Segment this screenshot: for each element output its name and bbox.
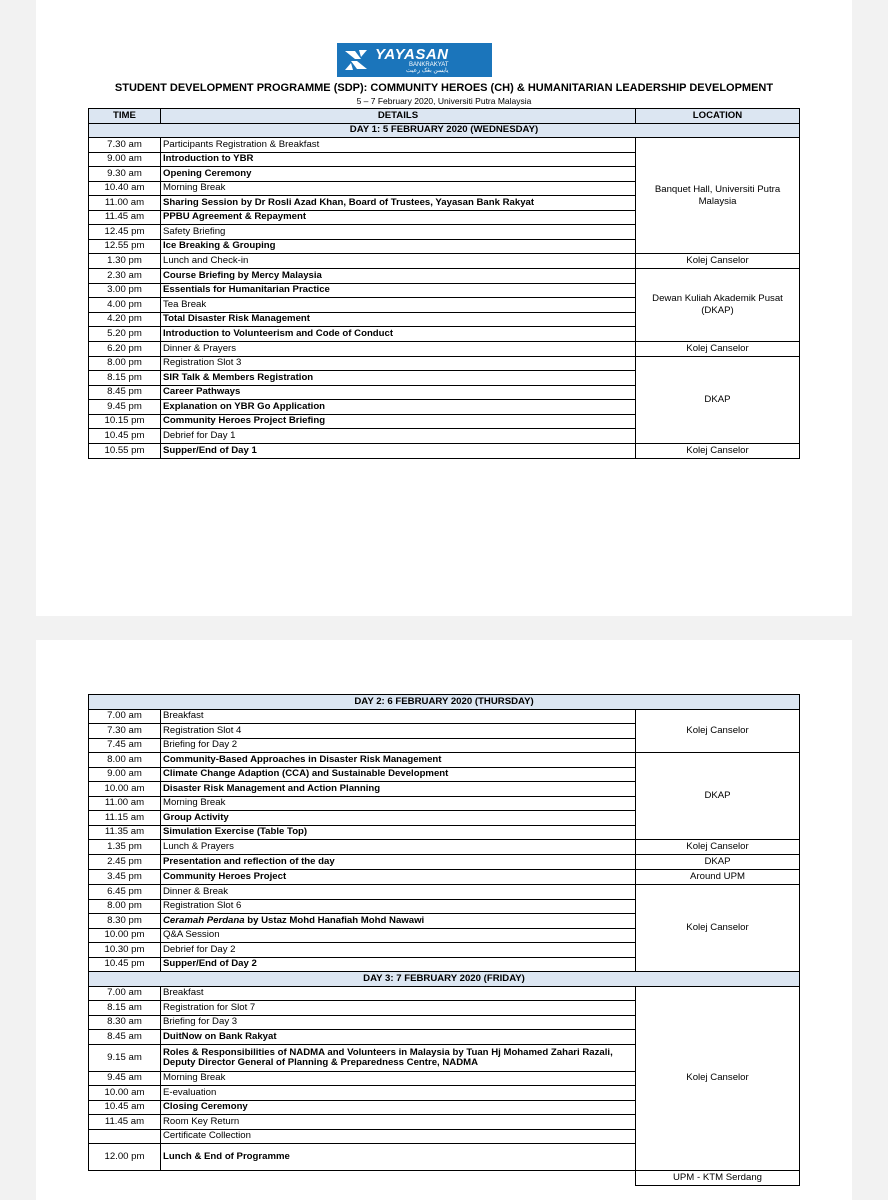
- row-time: 4.00 pm: [89, 298, 161, 313]
- row-details: Supper/End of Day 2: [161, 957, 636, 972]
- row-details: Disaster Risk Management and Action Planning: [161, 782, 636, 797]
- row-time: 9.45 pm: [89, 400, 161, 415]
- table-row: [89, 341, 800, 356]
- row-details: Lunch & Prayers: [161, 840, 636, 855]
- row-location: Kolej Canselor: [636, 986, 800, 1171]
- row-time: 7.45 am: [89, 738, 161, 753]
- row-time: 12.55 pm: [89, 239, 161, 254]
- row-details-italic: Ceramah Perdana: [163, 914, 245, 926]
- row-details: Participants Registration & Breakfast: [161, 138, 636, 153]
- row-time: 8.30 pm: [89, 914, 161, 929]
- row-details: Presentation and reflection of the day: [161, 855, 636, 870]
- row-details: Briefing for Day 2: [161, 738, 636, 753]
- row-details: Morning Break: [161, 1071, 636, 1086]
- row-time: 5.20 pm: [89, 327, 161, 342]
- row-details: Safety Briefing: [161, 225, 636, 240]
- row-time: 10.15 pm: [89, 414, 161, 429]
- row-time: 7.30 am: [89, 724, 161, 739]
- document-subtitle: 5 – 7 February 2020, Universiti Putra Malaysia: [356, 96, 532, 106]
- row-location: DKAP: [636, 753, 800, 840]
- row-details: Total Disaster Risk Management: [161, 312, 636, 327]
- logo-sub-text: BANKRAKYAT: [409, 61, 449, 68]
- row-time: 11.00 am: [89, 796, 161, 811]
- table-row: [89, 254, 800, 269]
- row-time: 9.15 am: [89, 1044, 161, 1071]
- logo-emblem-icon: [341, 45, 371, 75]
- row-time: 9.00 am: [89, 767, 161, 782]
- row-time: 9.00 am: [89, 152, 161, 167]
- row-details: Breakfast: [161, 986, 636, 1001]
- row-details: Debrief for Day 1: [161, 429, 636, 444]
- row-time: 1.35 pm: [89, 840, 161, 855]
- row-time: 8.45 pm: [89, 385, 161, 400]
- row-time: 11.45 am: [89, 1115, 161, 1130]
- row-location: Dewan Kuliah Akademik Pusat (DKAP): [636, 269, 800, 342]
- row-time: 3.45 pm: [89, 870, 161, 885]
- row-details: Lunch & End of Programme: [161, 1144, 636, 1171]
- row-details: [161, 914, 636, 929]
- document-page-2: [36, 640, 852, 1200]
- day2-day3-schedule-table: [88, 694, 800, 1186]
- row-time: 10.00 pm: [89, 928, 161, 943]
- row-details: Explanation on YBR Go Application: [161, 400, 636, 415]
- row-details: Introduction to YBR: [161, 152, 636, 167]
- yayasan-bank-rakyat-logo: [337, 43, 492, 77]
- row-time: 2.30 am: [89, 269, 161, 284]
- table-row: [89, 1171, 800, 1186]
- row-time: 12.00 pm: [89, 1144, 161, 1171]
- table-row: [89, 709, 800, 724]
- row-location: Around UPM: [636, 870, 800, 885]
- table-row: [89, 356, 800, 371]
- row-time: 9.30 am: [89, 167, 161, 182]
- row-time: 1.30 pm: [89, 254, 161, 269]
- row-location: DKAP: [636, 855, 800, 870]
- details-column-header: DETAILS: [161, 109, 636, 124]
- row-details: Community Heroes Project Briefing: [161, 414, 636, 429]
- row-time: 7.00 am: [89, 709, 161, 724]
- row-time: 4.20 pm: [89, 312, 161, 327]
- table-row: [89, 885, 800, 900]
- row-details: Breakfast: [161, 709, 636, 724]
- row-time: 6.20 pm: [89, 341, 161, 356]
- row-details: Course Briefing by Mercy Malaysia: [161, 269, 636, 284]
- row-time: 8.00 pm: [89, 899, 161, 914]
- table-row: [89, 840, 800, 855]
- row-time: 7.30 am: [89, 138, 161, 153]
- time-column-header: TIME: [89, 109, 161, 124]
- row-time: 8.15 am: [89, 1001, 161, 1016]
- row-time: 11.45 am: [89, 210, 161, 225]
- row-location: UPM - KTM Serdang: [636, 1171, 800, 1186]
- row-details: Room Key Return: [161, 1115, 636, 1130]
- row-time: 8.00 am: [89, 753, 161, 768]
- row-time: 10.40 am: [89, 181, 161, 196]
- row-details: Registration Slot 4: [161, 724, 636, 739]
- row-time: 8.15 pm: [89, 371, 161, 386]
- row-details: Q&A Session: [161, 928, 636, 943]
- row-details: Closing Ceremony: [161, 1100, 636, 1115]
- row-time: 8.45 am: [89, 1030, 161, 1045]
- row-details: Group Activity: [161, 811, 636, 826]
- row-location: Kolej Canselor: [636, 840, 800, 855]
- row-details: Career Pathways: [161, 385, 636, 400]
- row-details: Introduction to Volunteerism and Code of Conduct: [161, 327, 636, 342]
- row-location: Kolej Canselor: [636, 254, 800, 269]
- row-time: 7.00 am: [89, 986, 161, 1001]
- row-details: SIR Talk & Members Registration: [161, 371, 636, 386]
- row-details: Morning Break: [161, 796, 636, 811]
- row-details: PPBU Agreement & Repayment: [161, 210, 636, 225]
- row-details: DuitNow on Bank Rakyat: [161, 1030, 636, 1045]
- row-time: 10.00 am: [89, 1086, 161, 1101]
- row-time: 8.00 pm: [89, 356, 161, 371]
- day1-heading: DAY 1: 5 FEBRUARY 2020 (WEDNESDAY): [89, 123, 800, 138]
- table-row: [89, 986, 800, 1001]
- row-location: Kolej Canselor: [636, 341, 800, 356]
- row-details: Registration Slot 3: [161, 356, 636, 371]
- day1-schedule-table: [88, 108, 800, 459]
- row-details: Supper/End of Day 1: [161, 443, 636, 458]
- row-location: Kolej Canselor: [636, 885, 800, 972]
- row-details: Tea Break: [161, 298, 636, 313]
- day-heading-row: [89, 972, 800, 987]
- document-title: STUDENT DEVELOPMENT PROGRAMME (SDP): COMMUNITY HEROES (CH) & HUMANITARIAN LEADERSHIP DEVELOPMENT: [114, 82, 774, 94]
- location-column-header: LOCATION: [636, 109, 800, 124]
- row-details: Roles & Responsibilities of NADMA and Volunteers in Malaysia by Tuan Hj Mohamed Zahari Razali, Deputy Director General of Planning & Preparedness Centre, NADMA: [161, 1044, 636, 1071]
- table-row: [89, 870, 800, 885]
- row-details: Morning Break: [161, 181, 636, 196]
- row-details: Community Heroes Project: [161, 870, 636, 885]
- row-time: 6.45 pm: [89, 885, 161, 900]
- day3-heading: DAY 3: 7 FEBRUARY 2020 (FRIDAY): [89, 972, 800, 987]
- table-row: [89, 269, 800, 284]
- row-details: Registration Slot 6: [161, 899, 636, 914]
- row-details: Climate Change Adaption (CCA) and Sustainable Development: [161, 767, 636, 782]
- row-details: Ice Breaking & Grouping: [161, 239, 636, 254]
- row-details: Dinner & Break: [161, 885, 636, 900]
- row-time: 11.15 am: [89, 811, 161, 826]
- row-details: Briefing for Day 3: [161, 1015, 636, 1030]
- row-time: 3.00 pm: [89, 283, 161, 298]
- row-details: Registration for Slot 7: [161, 1001, 636, 1016]
- row-details: Essentials for Humanitarian Practice: [161, 283, 636, 298]
- day-heading-row: [89, 695, 800, 710]
- row-time: 8.30 am: [89, 1015, 161, 1030]
- row-location: DKAP: [636, 356, 800, 443]
- row-details: Dinner & Prayers: [161, 341, 636, 356]
- row-time: 10.45 am: [89, 1100, 161, 1115]
- day2-heading: DAY 2: 6 FEBRUARY 2020 (THURSDAY): [89, 695, 800, 710]
- table-row: [89, 753, 800, 768]
- row-details: Sharing Session by Dr Rosli Azad Khan, Board of Trustees, Yayasan Bank Rakyat: [161, 196, 636, 211]
- row-location: Kolej Canselor: [636, 443, 800, 458]
- row-time: 10.30 pm: [89, 943, 161, 958]
- row-time: 12.45 pm: [89, 225, 161, 240]
- row-time: [89, 1129, 161, 1144]
- document-page-1: [36, 0, 852, 616]
- logo-brand-text: YAYASAN: [375, 45, 449, 63]
- row-details: Certificate Collection: [161, 1129, 636, 1144]
- table-row: [89, 443, 800, 458]
- row-time: 11.00 am: [89, 196, 161, 211]
- table-row: [89, 138, 800, 153]
- row-time: 10.45 pm: [89, 957, 161, 972]
- row-time: 10.55 pm: [89, 443, 161, 458]
- row-details-rest: by Ustaz Mohd Hanafiah Mohd Nawawi: [244, 914, 425, 926]
- logo-jawi-text: يايسن بڠک رعيت: [405, 67, 449, 74]
- table-row: [89, 855, 800, 870]
- row-details: Lunch and Check-in: [161, 254, 636, 269]
- row-time: 11.35 am: [89, 825, 161, 840]
- row-location: Kolej Canselor: [636, 709, 800, 753]
- row-time: 9.45 am: [89, 1071, 161, 1086]
- row-time: 10.00 am: [89, 782, 161, 797]
- row-details: Debrief for Day 2: [161, 943, 636, 958]
- row-time: 2.45 pm: [89, 855, 161, 870]
- day-heading-row: [89, 123, 800, 138]
- row-details: E-evaluation: [161, 1086, 636, 1101]
- row-location: Banquet Hall, Universiti Putra Malaysia: [636, 138, 800, 254]
- table-header-row: [89, 109, 800, 124]
- row-time: 10.45 pm: [89, 429, 161, 444]
- row-details: Opening Ceremony: [161, 167, 636, 182]
- row-details: Community-Based Approaches in Disaster Risk Management: [161, 753, 636, 768]
- row-details: Simulation Exercise (Table Top): [161, 825, 636, 840]
